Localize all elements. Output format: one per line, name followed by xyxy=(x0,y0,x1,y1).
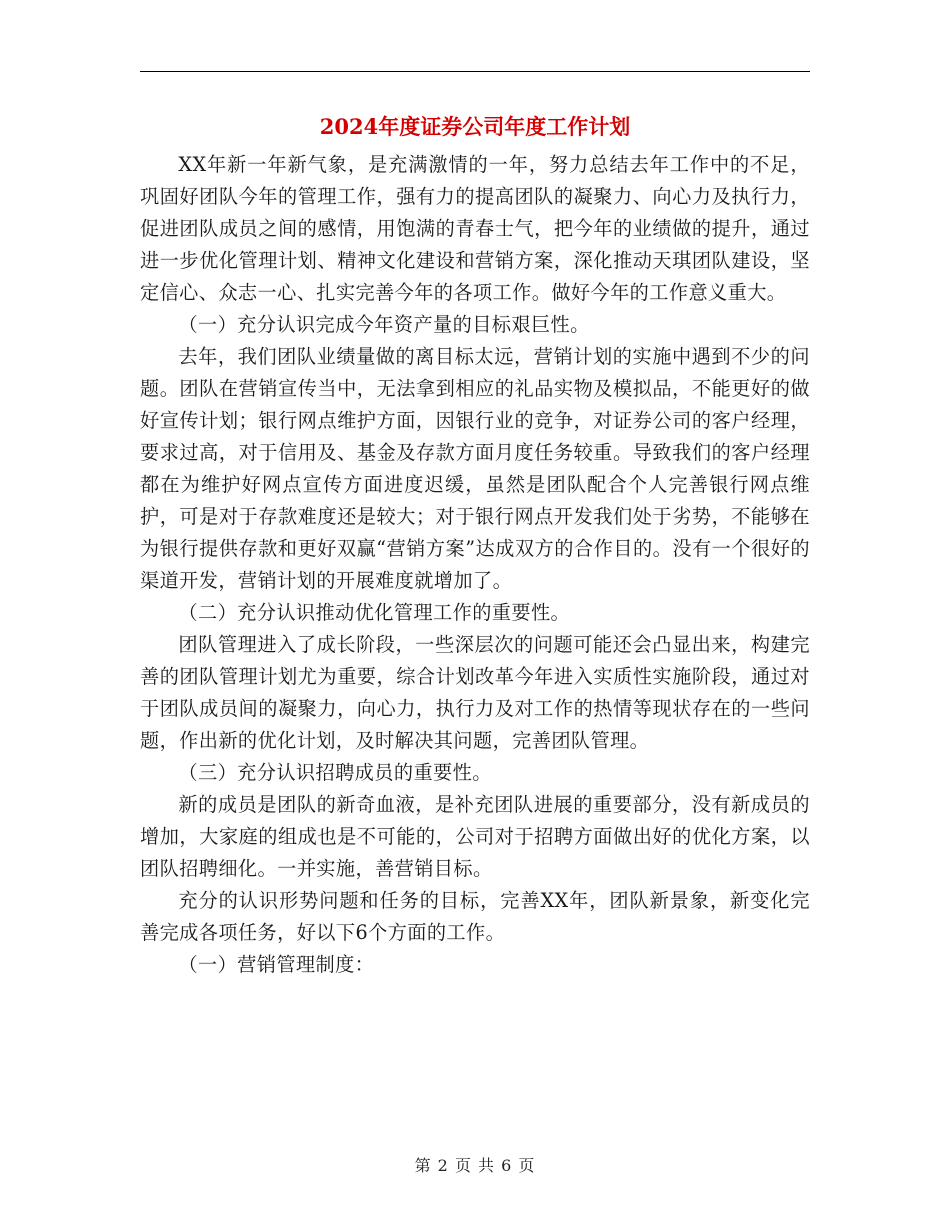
header-rule xyxy=(140,71,810,72)
document-title: 2024年度证券公司年度工作计划 xyxy=(319,114,631,139)
paragraph-section-3: 新的成员是团队的新奇血液，是补充团队进展的重要部分，没有新成员的增加，大家庭的组成也是不可能的，公司对于招聘方面做出好的优化方案，以团队招聘细化。一并实施，善营销目标。 xyxy=(140,793,810,880)
section-heading-2: （二）充分认识推动优化管理工作的重要性。 xyxy=(178,601,571,624)
paragraph-section-2: 团队管理进入了成长阶段，一些深层次的问题可能还会凸显出来，构建完善的团队管理计划尤为重要，综合计划改革今年进入实质性实施阶段，通过对于团队成员间的凝聚力，向心力，执行力及对工作的热情等现状存在的一些问题，作出新的优化计划，及时解决其问题，完善团队管理。 xyxy=(140,633,810,752)
page-number-footer: 第 2 页 共 6 页 xyxy=(414,1156,536,1175)
section-heading-3: （三）充分认识招聘成员的重要性。 xyxy=(178,761,492,784)
subsection-heading-marketing: （一）营销管理制度： xyxy=(178,953,375,976)
paragraph-summary: 充分的认识形势问题和任务的目标，完善XX年，团队新景象，新变化完善完成各项任务，好以下6个方面的工作。 xyxy=(140,889,810,944)
section-heading-1: （一）充分认识完成今年资产量的目标艰巨性。 xyxy=(178,313,590,336)
paragraph-section-1: 去年，我们团队业绩量做的离目标太远，营销计划的实施中遇到不少的问题。团队在营销宣传当中，无法拿到相应的礼品实物及模拟品，不能更好的做好宣传计划；银行网点维护方面，因银行业的竞争，对证券公司的客户经理，要求过高，对于信用及、基金及存款方面月度任务较重。导致我们的客户经理都在为维护好网点宣传方面进度迟缓，虽然是团队配合个人完善银行网点维护，可是对于存款难度还是较大；对于银行网点开发我们处于劣势，不能够在为银行提供存款和更好双赢“营销方案”达成双方的合作目的。没有一个很好的渠道开发，营销计划的开展难度就增加了。 xyxy=(140,345,810,592)
paragraph-intro: XX年新一年新气象，是充满激情的一年，努力总结去年工作中的不足，巩固好团队今年的管理工作，强有力的提高团队的凝聚力、向心力及执行力，促进团队成员之间的感情，用饱满的青春士气，把今年的业绩做的提升，通过进一步优化管理计划、精神文化建设和营销方案，深化推动天琪团队建设，坚定信心、众志一心、扎实完善今年的各项工作。做好今年的工作意义重大。 xyxy=(140,153,810,304)
document-body xyxy=(140,149,810,981)
